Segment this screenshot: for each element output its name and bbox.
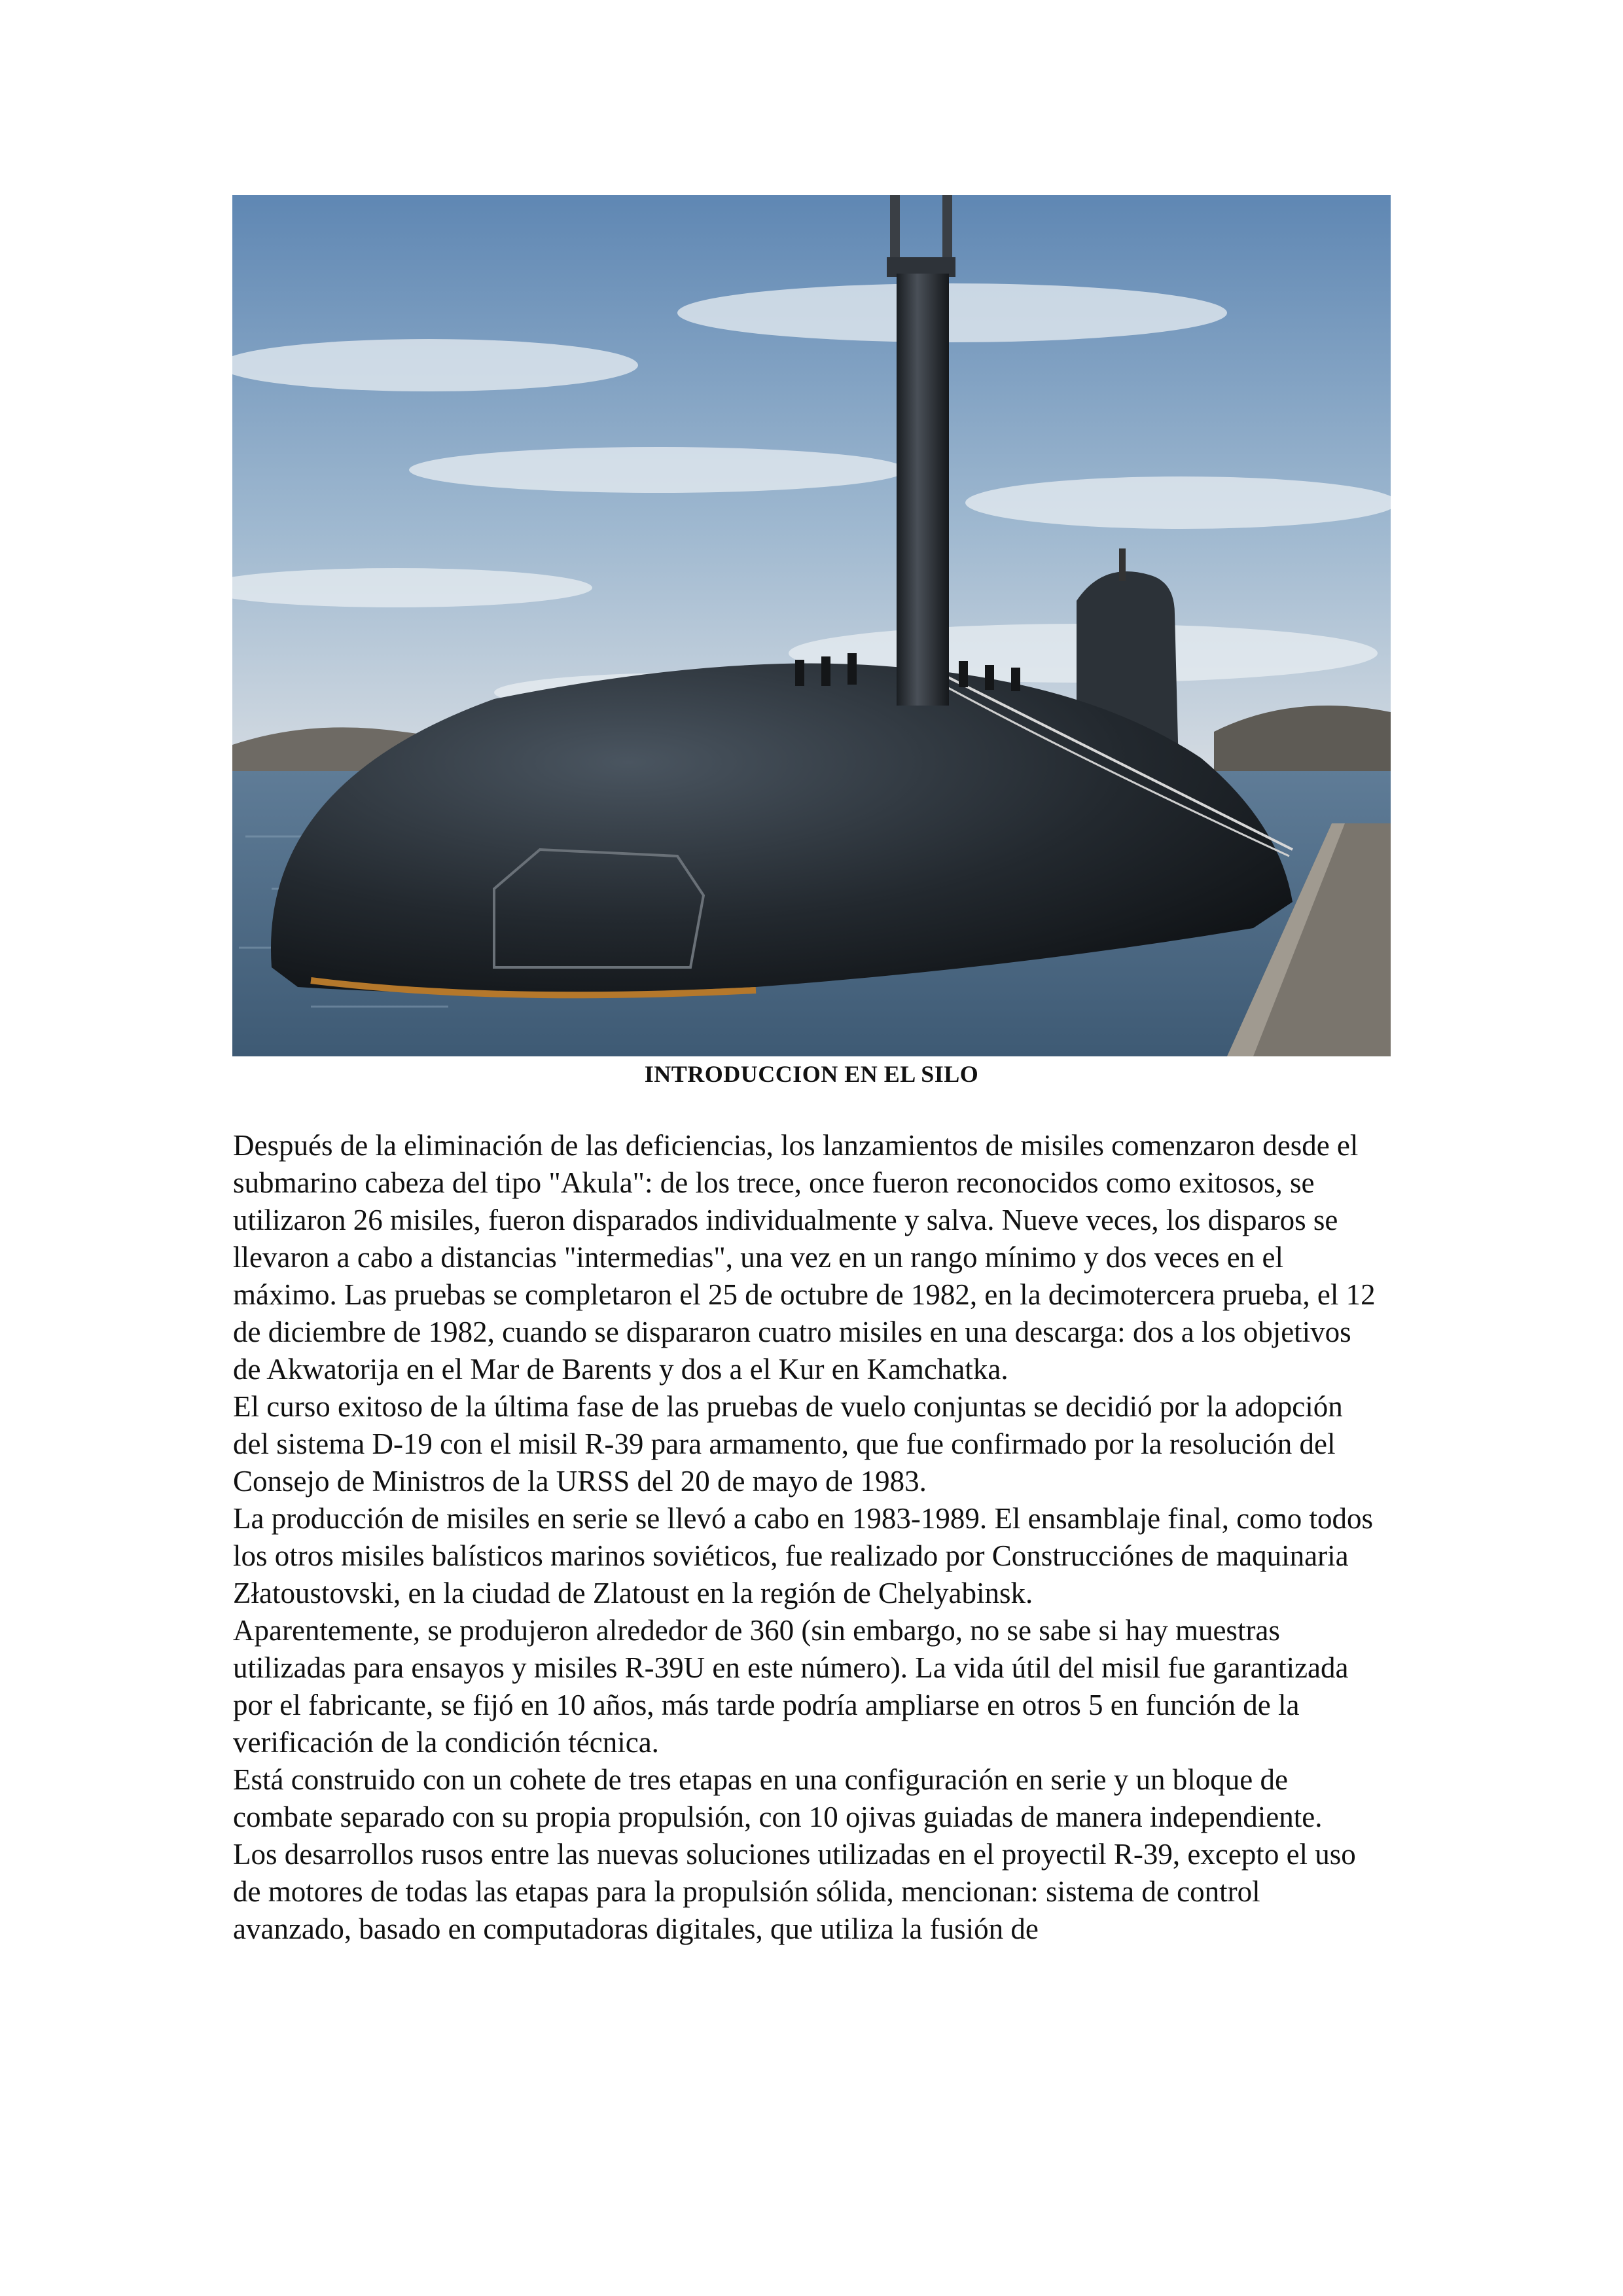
submarine-illustration (232, 195, 1391, 1056)
paragraph: El curso exitoso de la última fase de las pruebas de vuelo conjuntas se decidió por la adopción del sistema D-19 con el misil R-39 para armamento, que fue confirmado por la resolución del Consejo de Ministros de la URSS del 20 de mayo de 1983. (233, 1390, 1343, 1498)
submarine-photo (232, 195, 1391, 1056)
figure-caption: INTRODUCCION EN EL SILO (644, 1061, 979, 1087)
paragraph: Los desarrollos rusos entre las nuevas soluciones utilizadas en el proyectil R-39, excepto el uso de motores de todas las etapas para la propulsión sólida, mencionan: sistema de control avanzado, basado en computadoras digitales, que utiliza la fusión de (233, 1838, 1356, 1945)
paragraph: Después de la eliminación de las deficiencias, los lanzamientos de misiles comenzaron desde el submarino cabeza del tipo "Akula": de los trece, once fueron reconocidos como exitosos, se utilizaron 26 misiles, fueron disparados individualmente y salva. Nueve veces, los disparos se llevaron a cabo a distancias "intermedias", una vez en un rango mínimo y dos veces en el máximo. Las pruebas se completaron el 25 de octubre de 1982, en la decimotercera prueba, el 12 de diciembre de 1982, cuando se dispararon cuatro misiles en una descarga: dos a los objetivos de Akwatorija en el Mar de Barents y dos a el Kur en Kamchatka. (233, 1129, 1376, 1386)
article-body (233, 1127, 1385, 1948)
paragraph: Está construido con un cohete de tres etapas en una configuración en serie y un bloque de combate separado con su propia propulsión, con 10 ojivas guiadas de manera independiente. (233, 1763, 1323, 1833)
paragraph: La producción de misiles en serie se llevó a cabo en 1983-1989. El ensamblaje final, como todos los otros misiles balísticos marinos soviéticos, fue realizado por Construcciónes de maquinaria Złatoustovski, en la ciudad de Zlatoust en la región de Chelyabinsk. (233, 1502, 1373, 1609)
paragraph: Aparentemente, se produjeron alrededor de 360 (sin embargo, no se sabe si hay muestras utilizadas para ensayos y misiles R-39U en este número). La vida útil del misil fue garantizada por el fabricante, se fijó en 10 años, más tarde podría ampliarse en otros 5 en función de la verificación de la condición técnica. (233, 1614, 1349, 1759)
